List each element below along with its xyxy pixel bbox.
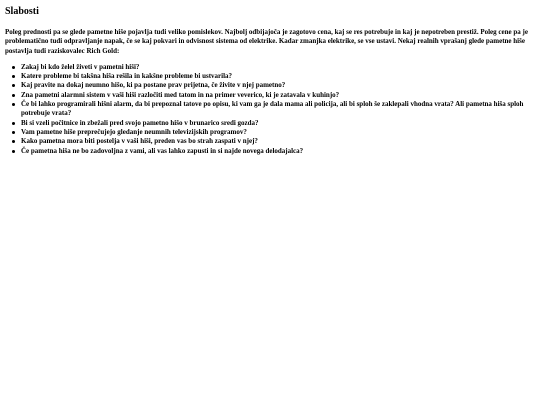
list-item: Če bi lahko programirali hišni alarm, da bi prepoznal tatove po opisu, ki vam ga je dala mama ali policija, ali bi sploh še zaklepali vhodna vrata? Ali pametna hiša sploh potrebuje vrata? (21, 100, 534, 119)
list-item: Kaj pravite na dokaj neumno hišo, ki pa postane prav prijetna, če živite v njej pametno? (21, 81, 534, 90)
list-item: Zakaj bi kdo želel živeti v pametni hiši? (21, 63, 534, 72)
list-item: Kako pametna mora biti postelja v vaši hiši, preden vas bo strah zaspati v njej? (21, 137, 534, 146)
list-item: Vam pametne hiše preprečujejo gledanje neumnih televizijskih programov? (21, 128, 534, 137)
list-item: Zna pametni alarmni sistem v vaši hiši razločiti med tatom in na primer veverico, ki je zatavala v kuhinjo? (21, 91, 534, 100)
intro-paragraph: Poleg prednosti pa se glede pametne hiše pojavlja tudi veliko pomislekov. Najbolj odbijajoča je zagotovo cena, kaj se res potrebuje in kaj je nepotreben prestiž. Poleg cene pa je problematično tudi odpravljanje napak, če se kaj pokvari in odvisnost sistema od elektrike. Kadar zmanjka elektrike, se vse ustavi. Nekaj realnih vprašanj glede pametne hiše postavlja tudi raziskovalec Rich Gold: (5, 28, 528, 55)
questions-list (5, 63, 534, 156)
list-item: Katere probleme bi takšna hiša rešila in kakšne probleme bi ustvarila? (21, 72, 534, 81)
section-heading: Slabosti (5, 6, 39, 17)
list-item: Bi si vzeli počitnice in zbežali pred svojo pametno hišo v brunarico sredi gozda? (21, 119, 534, 128)
list-item: Če pametna hiša ne bo zadovoljna z vami, ali vas lahko zapusti in si najde novega delodajalca? (21, 147, 534, 156)
